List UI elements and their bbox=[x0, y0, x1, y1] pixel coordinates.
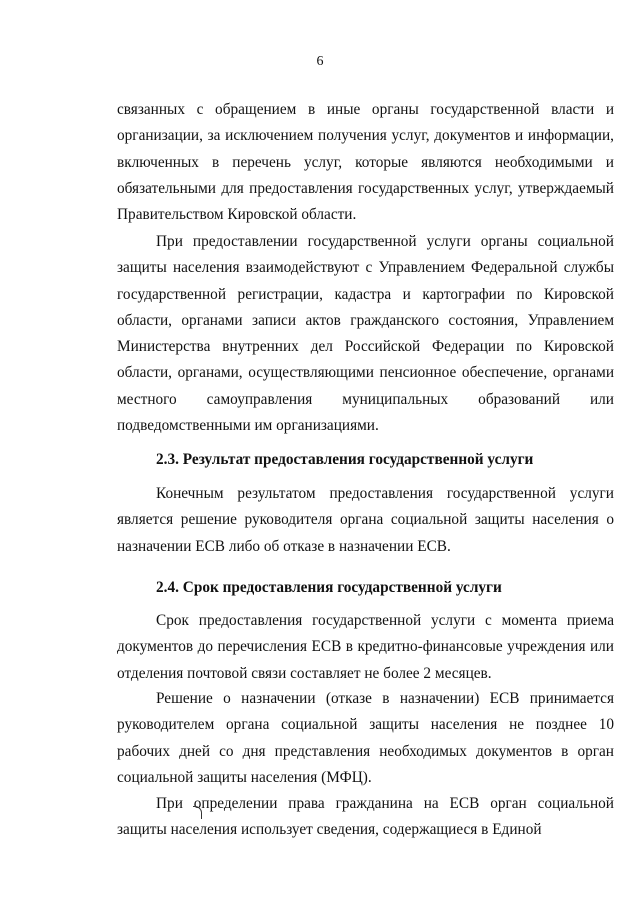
section-heading-2-3: 2.3. Результат предоставления государственной услуги bbox=[156, 451, 534, 468]
paragraph-6: При определении права гражданина на ЕСВ орган социальной защиты населения использует сведения, содержащиеся в Единой bbox=[117, 795, 614, 839]
stray-pen-mark bbox=[193, 806, 202, 819]
paragraph-1: связанных с обращением в иные органы государственной власти и организации, за исключением получения услуг, документов и информации, включенных в перечень услуг, которые являются необходимыми и обязательными для предоставления государственных услуг, утверждаемый Правительством Кировской области. bbox=[117, 101, 614, 224]
page-number: 6 bbox=[316, 54, 324, 69]
section-heading-2-4: 2.4. Срок предоставления государственной услуги bbox=[156, 579, 502, 596]
paragraph-3: Конечным результатом предоставления государственной услуги является решение руководителя органа социальной защиты населения о назначении ЕСВ либо об отказе в назначении ЕСВ. bbox=[117, 485, 614, 555]
paragraph-5: Решение о назначении (отказе в назначении) ЕСВ принимается руководителем органа социальной защиты населения не позднее 10 рабочих дней со дня представления необходимых документов в орган социальной защиты населения (МФЦ). bbox=[117, 690, 614, 786]
paragraph-2: При предоставлении государственной услуги органы социальной защиты населения взаимодействуют с Управлением Федеральной службы государственной регистрации, кадастра и картографии по Кировской области, органами записи актов гражданского состояния, Управлением Министерства внутренних дел Российской Федерации по Кировской области, органами, осуществляющими пенсионное обеспечение, органами местного самоуправления муниципальных образований или подведомственными им организациями. bbox=[117, 233, 614, 435]
paragraph-4: Срок предоставления государственной услуги с момента приема документов до перечисления ЕСВ в кредитно-финансовые учреждения или отделения почтовой связи составляет не более 2 месяцев. bbox=[117, 612, 614, 682]
